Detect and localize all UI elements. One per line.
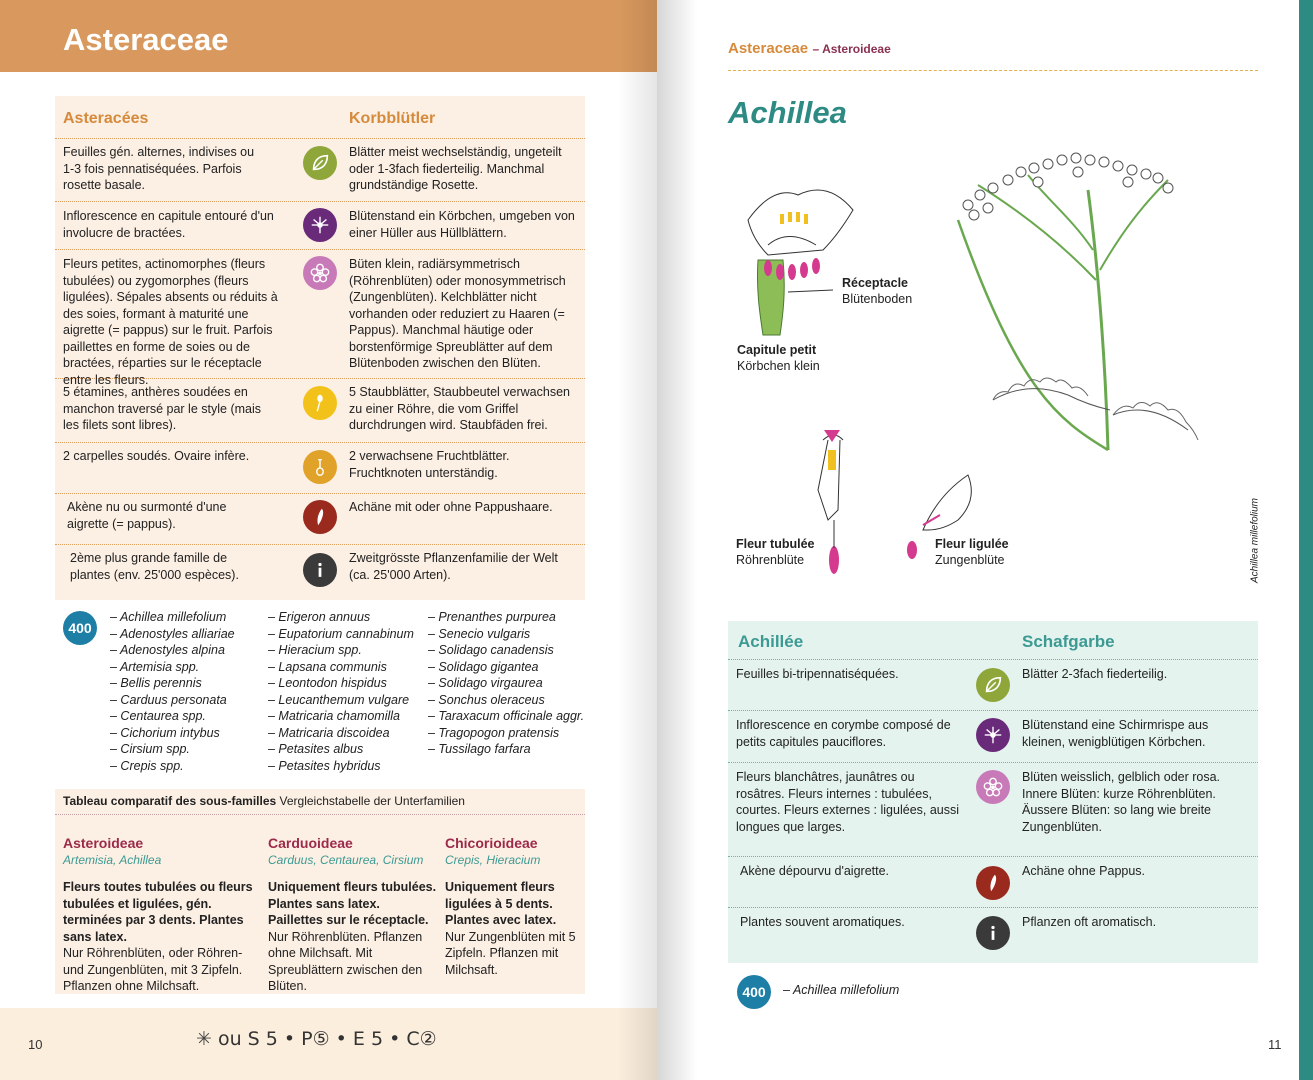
family-header	[0, 0, 657, 72]
fruit-icon	[976, 866, 1010, 900]
species-count-badge: 400	[737, 975, 771, 1009]
species-item: – Bellis perennis	[110, 676, 202, 690]
info-icon	[976, 916, 1010, 950]
row-text-de: Achäne mit oder ohne Pappushaare.	[349, 500, 553, 514]
row-text-de: Büten klein, radiärsymmetrisch (Röhrenblüten) oder monosymmetrisch (Zungenblüten). Kelchblätter nicht vorhanden oder reduziert zu Haaren (= Pappus). Manchmal häutige oder borstenförmige Spreublätter auf dem Blütenboden zwischen den Blüten.	[349, 257, 566, 370]
inflorescence-icon	[976, 718, 1010, 752]
species-item: – Lapsana communis	[268, 659, 387, 674]
row-text-fr: Inflorescence en corymbe composé de petits capitules pauciflores.	[736, 718, 951, 749]
species-item: – Achillea millefolium	[110, 610, 227, 624]
subfamilies-title: Tableau comparatif des sous-familles Vergleichstabelle der Unterfamilien	[63, 794, 465, 808]
genus-table	[728, 621, 1258, 963]
species-item: – Erigeron annuus	[268, 610, 371, 624]
subfamily-text-fr: Fleurs toutes tubulées ou fleurs tubulées et ligulées, gén. terminées par 3 dents. Plantes sans latex.	[63, 880, 253, 944]
page-edge-tab	[1299, 0, 1313, 1080]
fruit-icon	[303, 500, 337, 534]
divider	[728, 70, 1258, 71]
species-caption: Achillea millefolium	[1249, 497, 1261, 584]
table-row	[728, 908, 1258, 963]
row-text-de: Zweitgrösste Pflanzenfamilie der Welt (ca. 25'000 Arten).	[349, 551, 558, 582]
species-item: – Artemisia spp.	[110, 659, 200, 674]
table-row	[55, 250, 585, 387]
table-row	[55, 139, 585, 202]
pistil-icon	[303, 450, 337, 484]
species-list-col1	[110, 609, 235, 774]
table-row	[728, 763, 1258, 857]
species-item: – Leontodon hispidus	[268, 676, 387, 690]
header-fr: Achillée	[738, 632, 804, 651]
subfamily-text-fr: Uniquement fleurs tubulées. Plantes sans latex. Paillettes sur le réceptacle.	[268, 880, 437, 927]
header-de: Korbblütler	[349, 110, 436, 127]
species-item: – Petasites hybridus	[268, 758, 381, 773]
receptacle-label: Réceptacle Blütenboden	[842, 276, 913, 306]
species-item: – Senecio vulgaris	[428, 626, 531, 641]
species-item: – Adenostyles alliariae	[110, 626, 235, 641]
header-fr: Asteracées	[63, 110, 149, 127]
tubular-flower-label: Fleur tubulée Röhrenblüte	[736, 537, 815, 567]
species-item: – Petasites albus	[268, 742, 364, 756]
table-row	[55, 202, 585, 250]
subfamilies-table	[55, 789, 585, 994]
species-item: – Matricaria discoidea	[268, 725, 390, 740]
subfamily-name: Carduoideae	[268, 835, 353, 851]
subfamily-text-de: Nur Zungenblüten mit 5 Zipfeln. Pflanzen mit Milchsaft.	[445, 929, 576, 977]
table-row	[55, 379, 585, 443]
leaf-icon	[303, 146, 337, 180]
subfamily-text-de: Nur Röhrenblüten, oder Röhren- und Zungenblüten, mit 3 Zipfeln. Pflanzen ohne Milchsaft.	[63, 946, 243, 993]
ligulate-flower-label: Fleur ligulée Zungenblüte	[935, 537, 1009, 567]
species-item: – Centaurea spp.	[110, 709, 206, 723]
row-text-fr: Akène dépourvu d'aigrette.	[740, 864, 890, 878]
subfamily-text-de: Nur Röhrenblüten. Pflanzen ohne Milchsaft. Mit Spreublättern zwischen den Blüten.	[268, 929, 423, 993]
capitule-label: Capitule petit Körbchen klein	[737, 343, 820, 373]
row-text-de: Blütenstand ein Körbchen, umgeben von einer Hüller aus Hüllblättern.	[349, 209, 575, 240]
inflorescence-icon	[303, 208, 337, 242]
species-item: – Cirsium spp.	[110, 742, 190, 756]
row-text-fr: Feuilles gén. alternes, indivises ou 1-3 fois pennatiséquées. Parfois rosette basale.	[63, 145, 255, 192]
table-row	[728, 857, 1258, 908]
species-item: – Solidago gigantea	[428, 659, 539, 674]
subfamily-name: Chicorioideae	[445, 835, 538, 851]
genus-title: Achillea	[728, 95, 847, 130]
plant-drawing	[958, 153, 1198, 450]
subfamily-column	[63, 835, 258, 995]
row-text-de: Blütenstand eine Schirmrispe aus kleinen, wenigblütigen Körbchen.	[1022, 718, 1209, 749]
species-item: – Tussilago farfara	[428, 742, 531, 756]
row-text-fr: 5 étamines, anthères soudées en manchon traversé par le style (mais les filets sont libres).	[63, 385, 261, 432]
species-item: – Solidago virgaurea	[428, 676, 543, 690]
row-text-fr: Fleurs petites, actinomorphes (fleurs tubulées) ou zygomorphes (fleurs ligulées). Sépales absents ou réduits à des soies, formant à maturité une aigrette (= pappus) sur le fruit. Parfois paillettes en forme de soies ou de bractées, réparties sur le réceptacle entre les fleurs.	[63, 257, 278, 387]
flower-icon	[976, 770, 1010, 804]
species-item: – Crepis spp.	[110, 758, 184, 773]
table-row	[55, 443, 585, 494]
header-de: Schafgarbe	[1022, 632, 1115, 651]
characteristics-table	[55, 96, 585, 600]
row-text-de: 2 verwachsene Fruchtblätter. Fruchtknoten unterständig.	[349, 449, 510, 480]
row-text-de: 5 Staubblätter, Staubbeutel verwachsen zu einer Röhre, die vom Griffel durchdrungen wird. Staubfäden frei.	[349, 385, 570, 432]
species-list-col2	[268, 609, 414, 774]
subfamily-column	[445, 835, 583, 978]
stamen-icon	[303, 386, 337, 420]
species-item: – Matricaria chamomilla	[268, 709, 400, 723]
subfamily-genera: Artemisia, Achillea	[63, 853, 162, 867]
species-item: – Carduus personata	[110, 692, 227, 707]
page-subtitle	[728, 40, 1256, 58]
row-text-fr: Fleurs blanchâtres, jaunâtres ou rosâtres. Fleurs internes : tubulées, courtes. Fleurs externes : ligulées, aussi longues que larges.	[736, 770, 960, 834]
capitule-drawing	[748, 190, 853, 335]
row-text-de: Pflanzen oft aromatisch.	[1022, 915, 1157, 929]
page-number: 11	[1268, 1037, 1282, 1052]
species-item: – Leucanthemum vulgare	[268, 692, 410, 707]
tubular-flower-drawing	[818, 430, 843, 574]
row-text-de: Blätter meist wechselständig, ungeteilt oder 1-3fach fiederteilig. Manchmal grundständige Rosette.	[349, 145, 562, 192]
table-row	[55, 545, 585, 600]
species-item: – Taraxacum officinale aggr.	[428, 709, 585, 723]
row-text-de: Blüten weisslich, gelblich oder rosa. Innere Blüten: kurze Röhrenblüten. Äussere Blüten: so lang wie breite Zungenblüten.	[1022, 770, 1221, 834]
species-list-col3	[428, 609, 584, 758]
subfamily-name: Asteroideae	[63, 835, 144, 851]
table-header	[55, 96, 585, 139]
subfamily-genera: Crepis, Hieracium	[445, 853, 541, 867]
row-text-fr: Plantes souvent aromatiques.	[740, 915, 905, 929]
species-item: – Solidago canadensis	[428, 643, 554, 657]
leaf-icon	[976, 668, 1010, 702]
species-item: – Prenanthes purpurea	[428, 610, 556, 624]
row-text-de: Blätter 2-3fach fiederteilig.	[1022, 667, 1168, 681]
info-icon	[303, 553, 337, 587]
row-text-fr: Akène nu ou surmonté d'une aigrette (= pappus).	[67, 500, 227, 531]
species-item: – Hieracium spp.	[268, 643, 362, 657]
row-text-fr: 2ème plus grande famille de plantes (env. 25'000 espèces).	[70, 551, 239, 582]
subtitle-subfamily: – Asteroideae	[812, 42, 891, 56]
subfamily-text-fr: Uniquement fleurs ligulées à 5 dents. Plantes avec latex.	[445, 880, 557, 927]
species-item: – Sonchus oleraceus	[428, 692, 545, 707]
species-item: – Cichorium intybus	[110, 725, 220, 740]
table-row	[728, 660, 1258, 711]
table-header	[728, 621, 1258, 660]
family-title: Asteraceae	[63, 22, 229, 57]
species-item: – Tragopogon pratensis	[428, 725, 560, 740]
subtitle-family: Asteraceae	[728, 40, 809, 57]
species-list: – Achillea millefolium	[783, 983, 900, 997]
row-text-fr: Feuilles bi-tripennatiséquées.	[736, 667, 899, 681]
page-number: 10	[28, 1037, 43, 1052]
table-row	[55, 494, 585, 545]
species-count-badge: 400	[63, 611, 97, 645]
subfamily-genera: Carduus, Centaurea, Cirsium	[268, 853, 424, 867]
floral-formula: ✳ ou S 5 • P⑤ • E 5 • C②	[196, 1028, 437, 1050]
flower-icon	[303, 256, 337, 290]
subfamily-column	[268, 835, 438, 995]
table-row	[728, 711, 1258, 763]
species-item: – Adenostyles alpina	[110, 643, 225, 657]
row-text-de: Achäne ohne Pappus.	[1022, 864, 1146, 878]
row-text-fr: 2 carpelles soudés. Ovaire infère.	[63, 449, 250, 463]
row-text-fr: Inflorescence en capitule entouré d'un involucre de bractées.	[63, 209, 274, 240]
asterisk-icon: ✳	[196, 1028, 218, 1050]
species-item: – Eupatorium cannabinum	[268, 626, 414, 641]
